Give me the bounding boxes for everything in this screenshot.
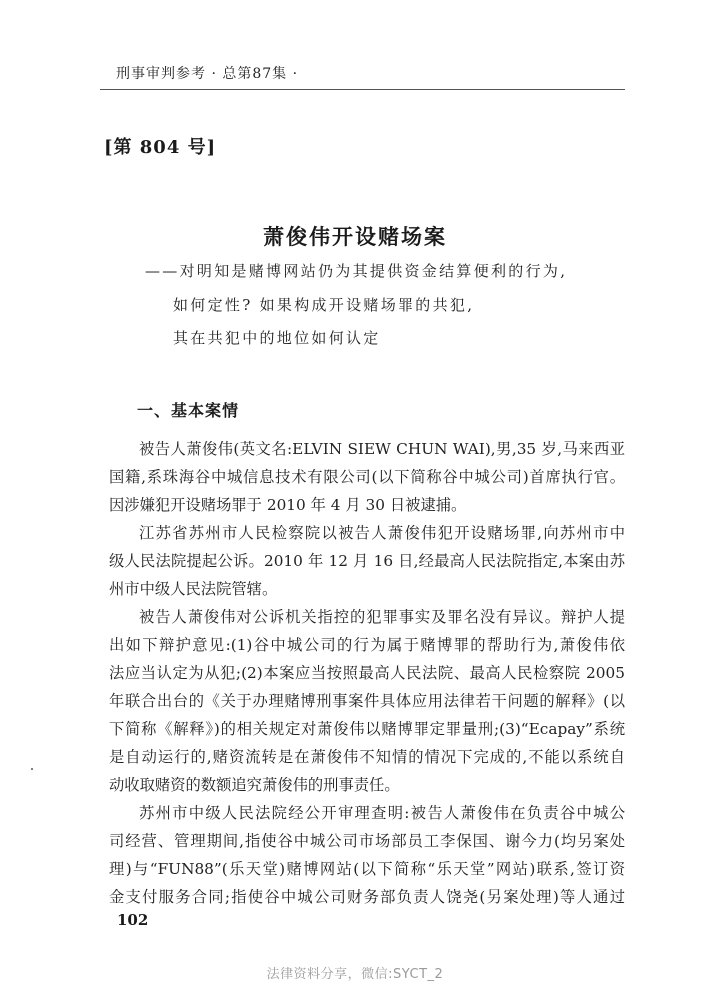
body-line: 理)与“FUN88”(乐天堂)赌博网站(以下简称“乐天堂”网站)联系,签订资	[109, 860, 625, 878]
margin-speck	[31, 768, 33, 770]
body-line: 被告人萧俊伟对公诉机关指控的犯罪事实及罪名没有异议。辩护人提	[139, 608, 625, 626]
case-number: [第 804 号]	[104, 137, 217, 158]
header-rule	[100, 89, 625, 90]
body-line: 苏州市中级人民法院经公开审理查明:被告人萧俊伟在负责谷中城公	[139, 804, 625, 822]
body-line: 法应当认定为从犯;(2)本案应当按照最高人民法院、最高人民检察院 2005	[109, 664, 625, 682]
body-line: 是自动运行的,赌资流转是在萧俊伟不知情的情况下完成的,不能以系统自	[109, 748, 625, 766]
body-line: 国籍,系珠海谷中城信息技术有限公司(以下简称谷中城公司)首席执行官。	[109, 468, 625, 486]
body-line: 下简称《解释》)的相关规定对萧俊伟以赌博罪定罪量刑;(3)“Ecapay”系统	[109, 720, 625, 738]
body-line: 出如下辩护意见:(1)谷中城公司的行为属于赌博罪的帮助行为,萧俊伟依	[109, 636, 625, 654]
running-head: 刑事审判参考 · 总第87集 ·	[116, 66, 299, 82]
body-line: 司经营、管理期间,指使谷中城公司市场部员工李保国、谢今力(均另案处	[109, 832, 625, 850]
page-number: 102	[117, 911, 149, 929]
body-line: 州市中级人民法院管辖。	[109, 580, 278, 598]
body-line: 被告人萧俊伟(英文名:ELVIN SIEW CHUN WAI),男,35 岁,马来西亚	[139, 440, 625, 458]
body-line: 动收取赌资的数额追究萧俊伟的刑事责任。	[109, 776, 400, 794]
section-heading: 一、基本案情	[137, 401, 240, 420]
body-line: 金支付服务合同;指使谷中城公司财务部负责人饶尧(另案处理)等人通过	[109, 888, 625, 906]
subtitle-line-1: ——对明知是赌博网站仍为其提供资金结算便利的行为,	[145, 262, 568, 280]
subtitle-line-2: 如何定性? 如果构成开设赌场罪的共犯,	[173, 296, 475, 314]
body-line: 江苏省苏州市人民检察院以被告人萧俊伟犯开设赌场罪,向苏州市中	[139, 524, 625, 542]
case-title: 萧俊伟开设赌场案	[263, 224, 447, 249]
body-line: 年联合出台的《关于办理赌博刑事案件具体应用法律若干问题的解释》(以	[109, 692, 625, 710]
watermark-footer: 法律资料分享，微信:SYCT_2	[266, 967, 444, 982]
body-line: 因涉嫌犯开设赌场罪于 2010 年 4 月 30 日被逮捕。	[109, 496, 467, 514]
subtitle-line-3: 其在共犯中的地位如何认定	[173, 329, 381, 347]
body-line: 级人民法院提起公诉。2010 年 12 月 16 日,经最高人民法院指定,本案由苏	[109, 552, 625, 570]
